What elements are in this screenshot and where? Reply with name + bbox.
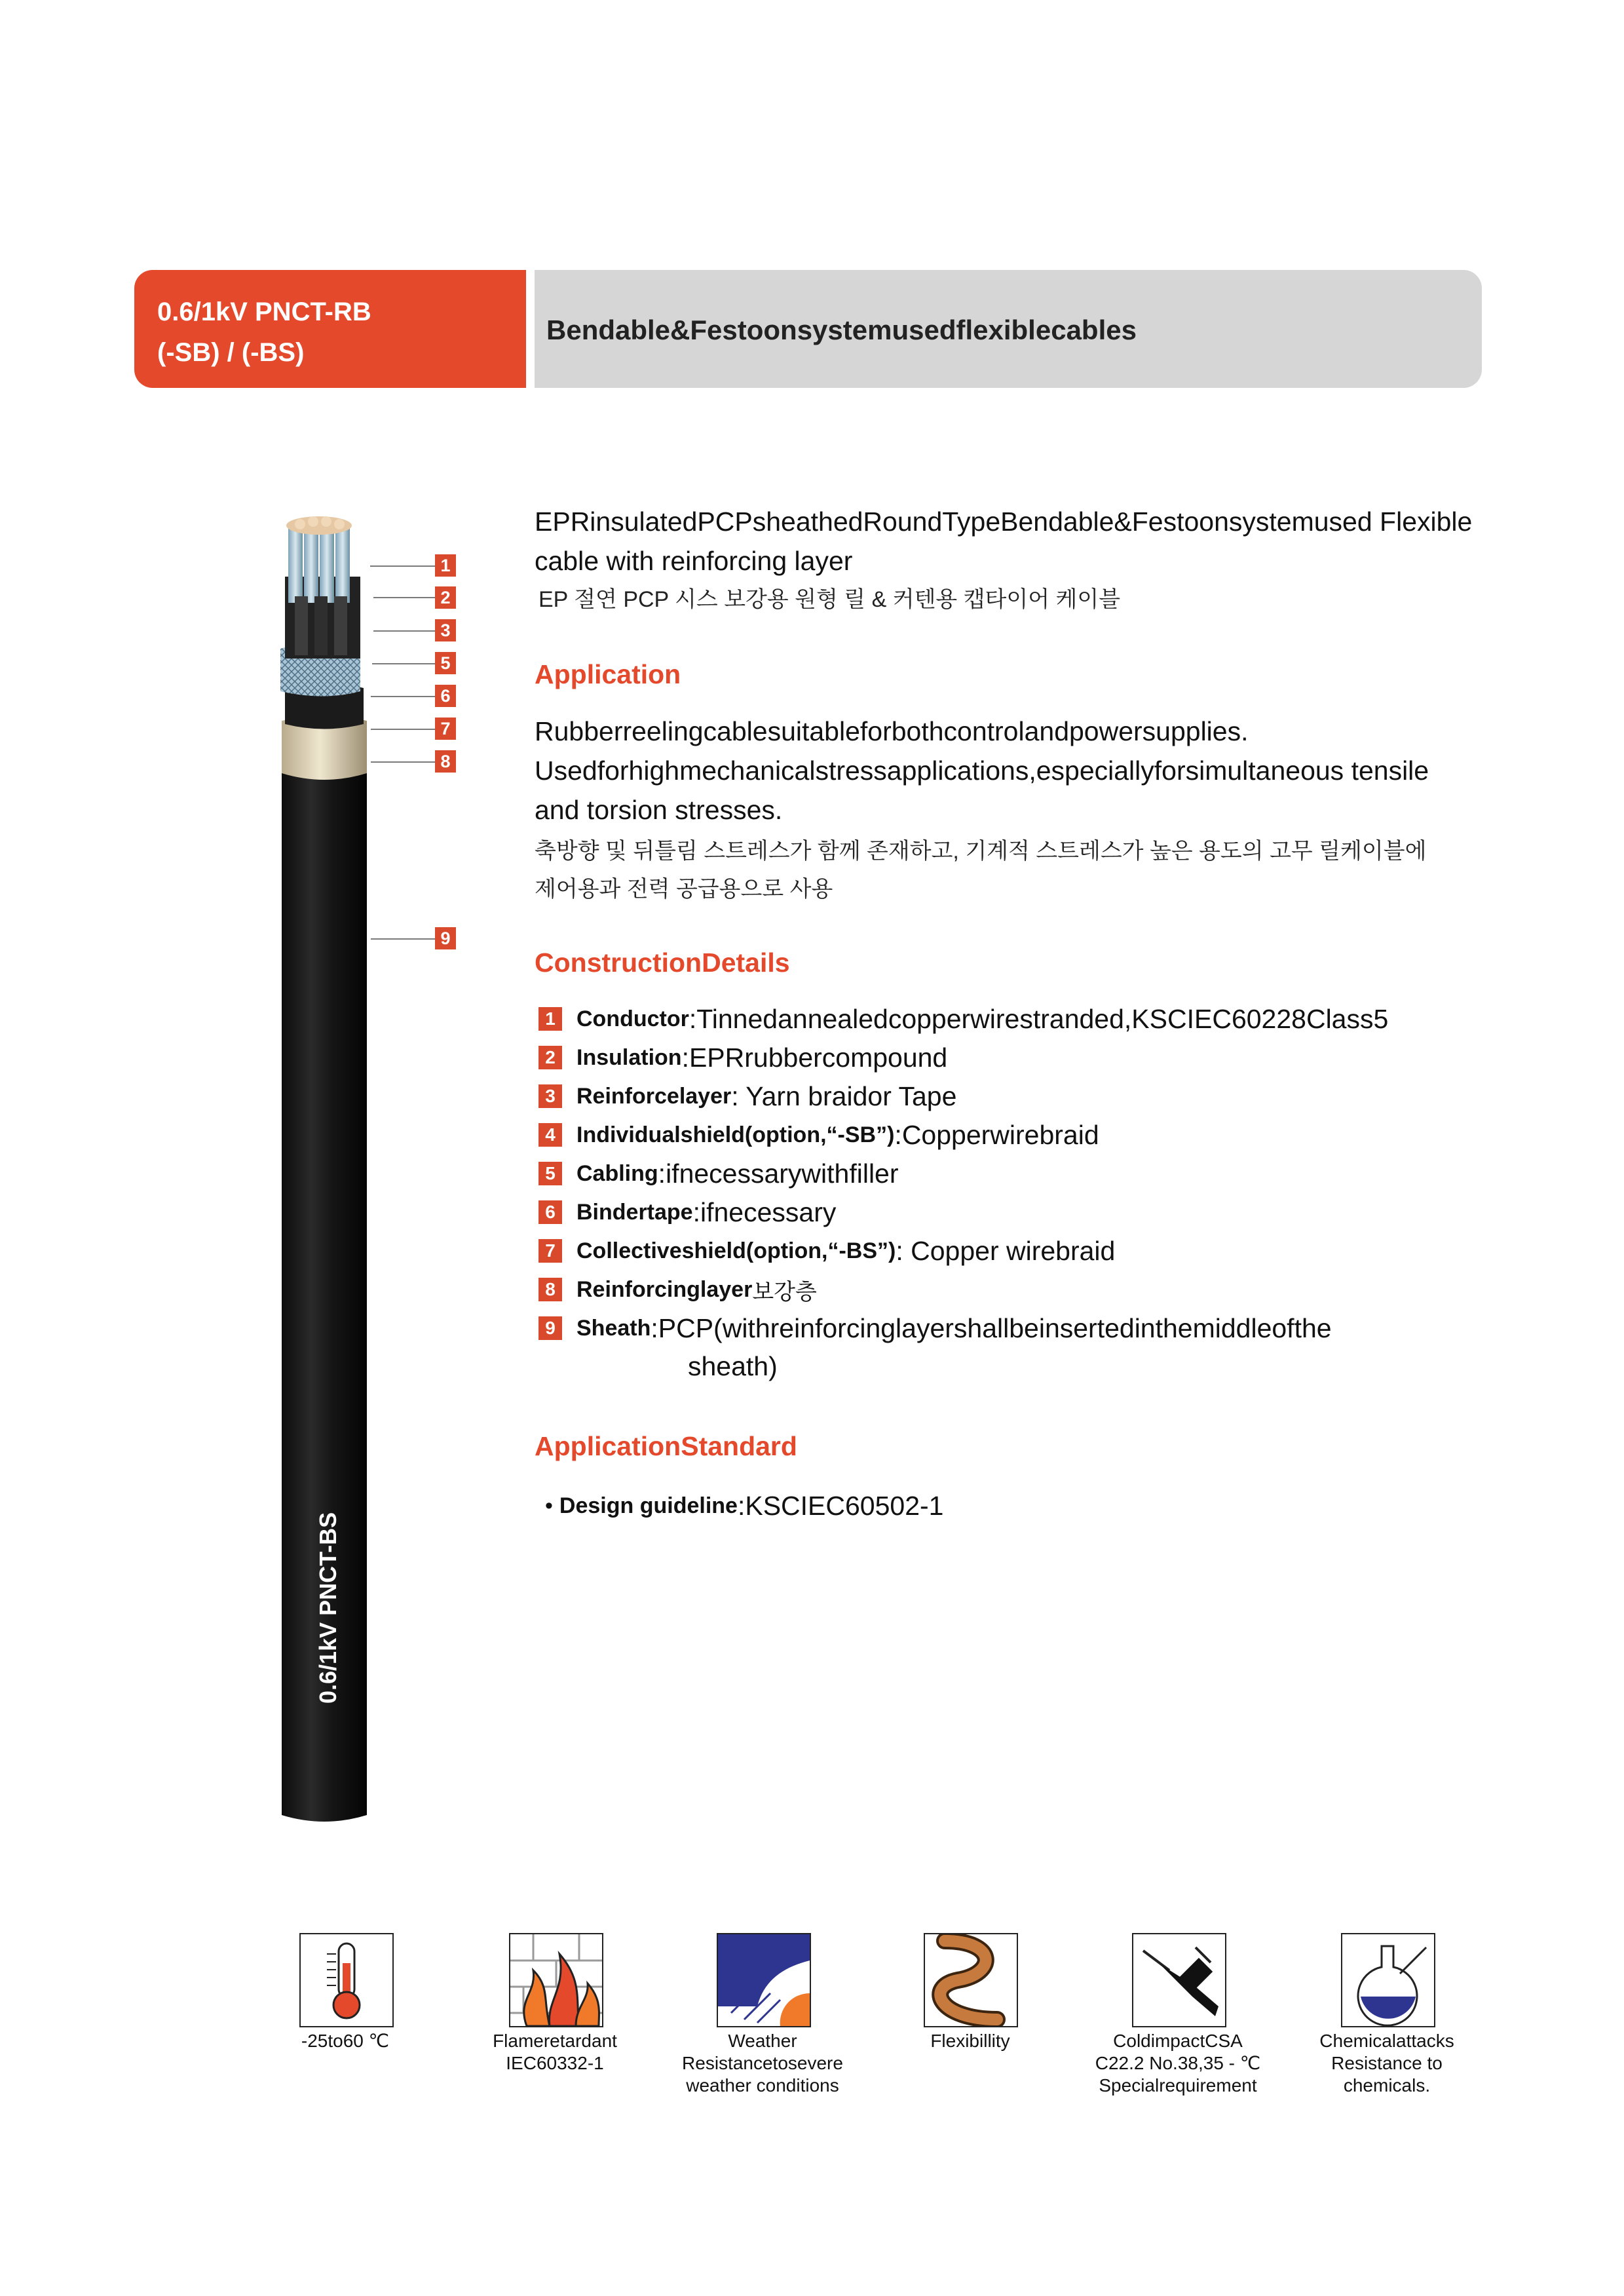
standard-title: ApplicationStandard [535,1431,797,1461]
application-korean-1: 축방향 및 뒤틀림 스트레스가 함께 존재하고, 기계적 스트레스가 높은 용도의 고무 릴케이블에 [535,839,1427,864]
bullet: • [545,1493,553,1518]
construction-item [538,1273,817,1306]
item-number-badge: 7 [538,1239,562,1263]
item-value: :Copperwirebraid [894,1119,1099,1150]
feature-caption: Specialrequirement [1099,2075,1257,2095]
application-line-3: and torsion stresses. [535,795,783,825]
thermometer-icon [299,1933,394,2027]
callout-line [371,729,436,730]
feature-caption: Chemicalattacks [1319,2031,1454,2051]
callout-line [373,597,436,598]
item-label: Individualshield(option,“-SB”) [576,1122,895,1147]
construction-item [538,1119,1099,1151]
construction-item [538,1157,899,1190]
callout-badge: 9 [435,927,456,949]
standard-value: :KSCIEC60502-1 [737,1490,944,1521]
item-number-badge: 5 [538,1162,562,1185]
item-number-badge: 8 [538,1278,562,1301]
construction-item [538,1041,947,1074]
feature-caption: C22.2 No.38,35 - ℃ [1095,2053,1261,2073]
item-number-badge: 9 [538,1316,562,1340]
callout-line [371,761,436,763]
feature-caption: ColdimpactCSA [1113,2031,1243,2051]
item-label: Reinforcinglayer [576,1276,753,1302]
item-label: Collectiveshield(option,“-BS”) [576,1238,896,1263]
construction-item [538,1234,1115,1267]
item-value: :PCP(withreinforcinglayershallbeinsertedinthemiddleofthe [651,1312,1332,1343]
callout-line [373,630,436,632]
callout-line [370,565,436,567]
item-label: Conductor [576,1006,689,1031]
item-label: Sheath [576,1315,651,1341]
callout-badge: 5 [435,652,456,674]
item-value: :ifnecessarywithfiller [658,1158,899,1189]
product-subtitle: Bendable&Festoonsystemusedflexiblecables [546,315,1137,345]
application-line-1: Rubberreelingcablesuitableforbothcontrolandpowersupplies. [535,716,1249,746]
callout-badge: 2 [435,586,456,609]
flame-icon [509,1933,603,2027]
product-title-line1: 0.6/1kV PNCT-RB [157,297,371,326]
callout-line [372,663,436,664]
flexibility-icon [924,1933,1018,2027]
item-label: Cabling [576,1160,658,1186]
application-line-2: Usedforhighmechanicalstressapplications,especiallyforsimultaneous tensile [535,756,1429,786]
item-value: : Yarn braidor Tape [731,1081,957,1111]
callout-badge: 6 [435,685,456,707]
feature-caption: -25to60 ℃ [301,2031,390,2051]
item-value: :Tinnedannealedcopperwirestranded,KSCIEC60228Class5 [689,1003,1389,1034]
intro-line-1: EPRinsulatedPCPsheathedRoundTypeBendable&Festoonsystemused Flexible [535,507,1473,537]
feature-caption: Flexibillity [930,2031,1010,2051]
item-value: :EPRrubbercompound [681,1042,948,1073]
chemical-flask-icon [1341,1933,1435,2027]
construction-item [538,1312,1332,1345]
item-value: :ifnecessary [692,1196,837,1227]
item-number-badge: 4 [538,1123,562,1147]
construction-item [538,1003,1388,1035]
item-label: Insulation [576,1044,682,1070]
weather-icon [717,1933,811,2027]
intro-korean: EP 절연 PCP 시스 보강용 원형 릴 & 커텐용 캡타이어 케이블 [538,587,1121,612]
callout-badge: 1 [435,554,456,577]
product-title-line2: (-SB) / (-BS) [157,338,305,367]
feature-caption: IEC60332-1 [506,2053,604,2073]
callout-badge: 7 [435,718,456,740]
feature-caption: weather conditions [686,2075,839,2095]
callout-line [371,938,436,940]
item-label: Reinforcelayer [576,1083,732,1109]
item-label: Bindertape [576,1199,693,1225]
construction-item [538,1080,956,1113]
cold-impact-icon [1132,1933,1226,2027]
feature-caption: Resistancetosevere [682,2053,843,2073]
item-value: : Copper wirebraid [896,1235,1116,1266]
callout-badge: 3 [435,619,456,641]
item-number-badge: 2 [538,1046,562,1069]
callout-badge: 8 [435,750,456,773]
construction-item [538,1196,836,1229]
item-number-badge: 1 [538,1007,562,1031]
cable-print-text: 0.6/1kV PNCT-BS [314,1512,341,1704]
standard-row [545,1487,943,1524]
feature-caption: chemicals. [1343,2075,1431,2095]
feature-caption: Resistance to [1331,2053,1443,2073]
item-number-badge: 3 [538,1084,562,1108]
item-number-badge: 6 [538,1200,562,1224]
standard-label: Design guideline [559,1493,738,1518]
intro-line-2: cable with reinforcing layer [535,546,853,576]
construction-title: ConstructionDetails [535,947,790,978]
callout-line [371,696,436,697]
application-title: Application [535,659,681,689]
sheath-continuation: sheath) [688,1351,778,1381]
item-value: 보강층 [752,1279,817,1305]
feature-caption: Flameretardant [493,2031,617,2051]
feature-caption: Weather [728,2031,797,2051]
application-korean-2: 제어용과 전력 공급용으로 사용 [535,877,833,902]
